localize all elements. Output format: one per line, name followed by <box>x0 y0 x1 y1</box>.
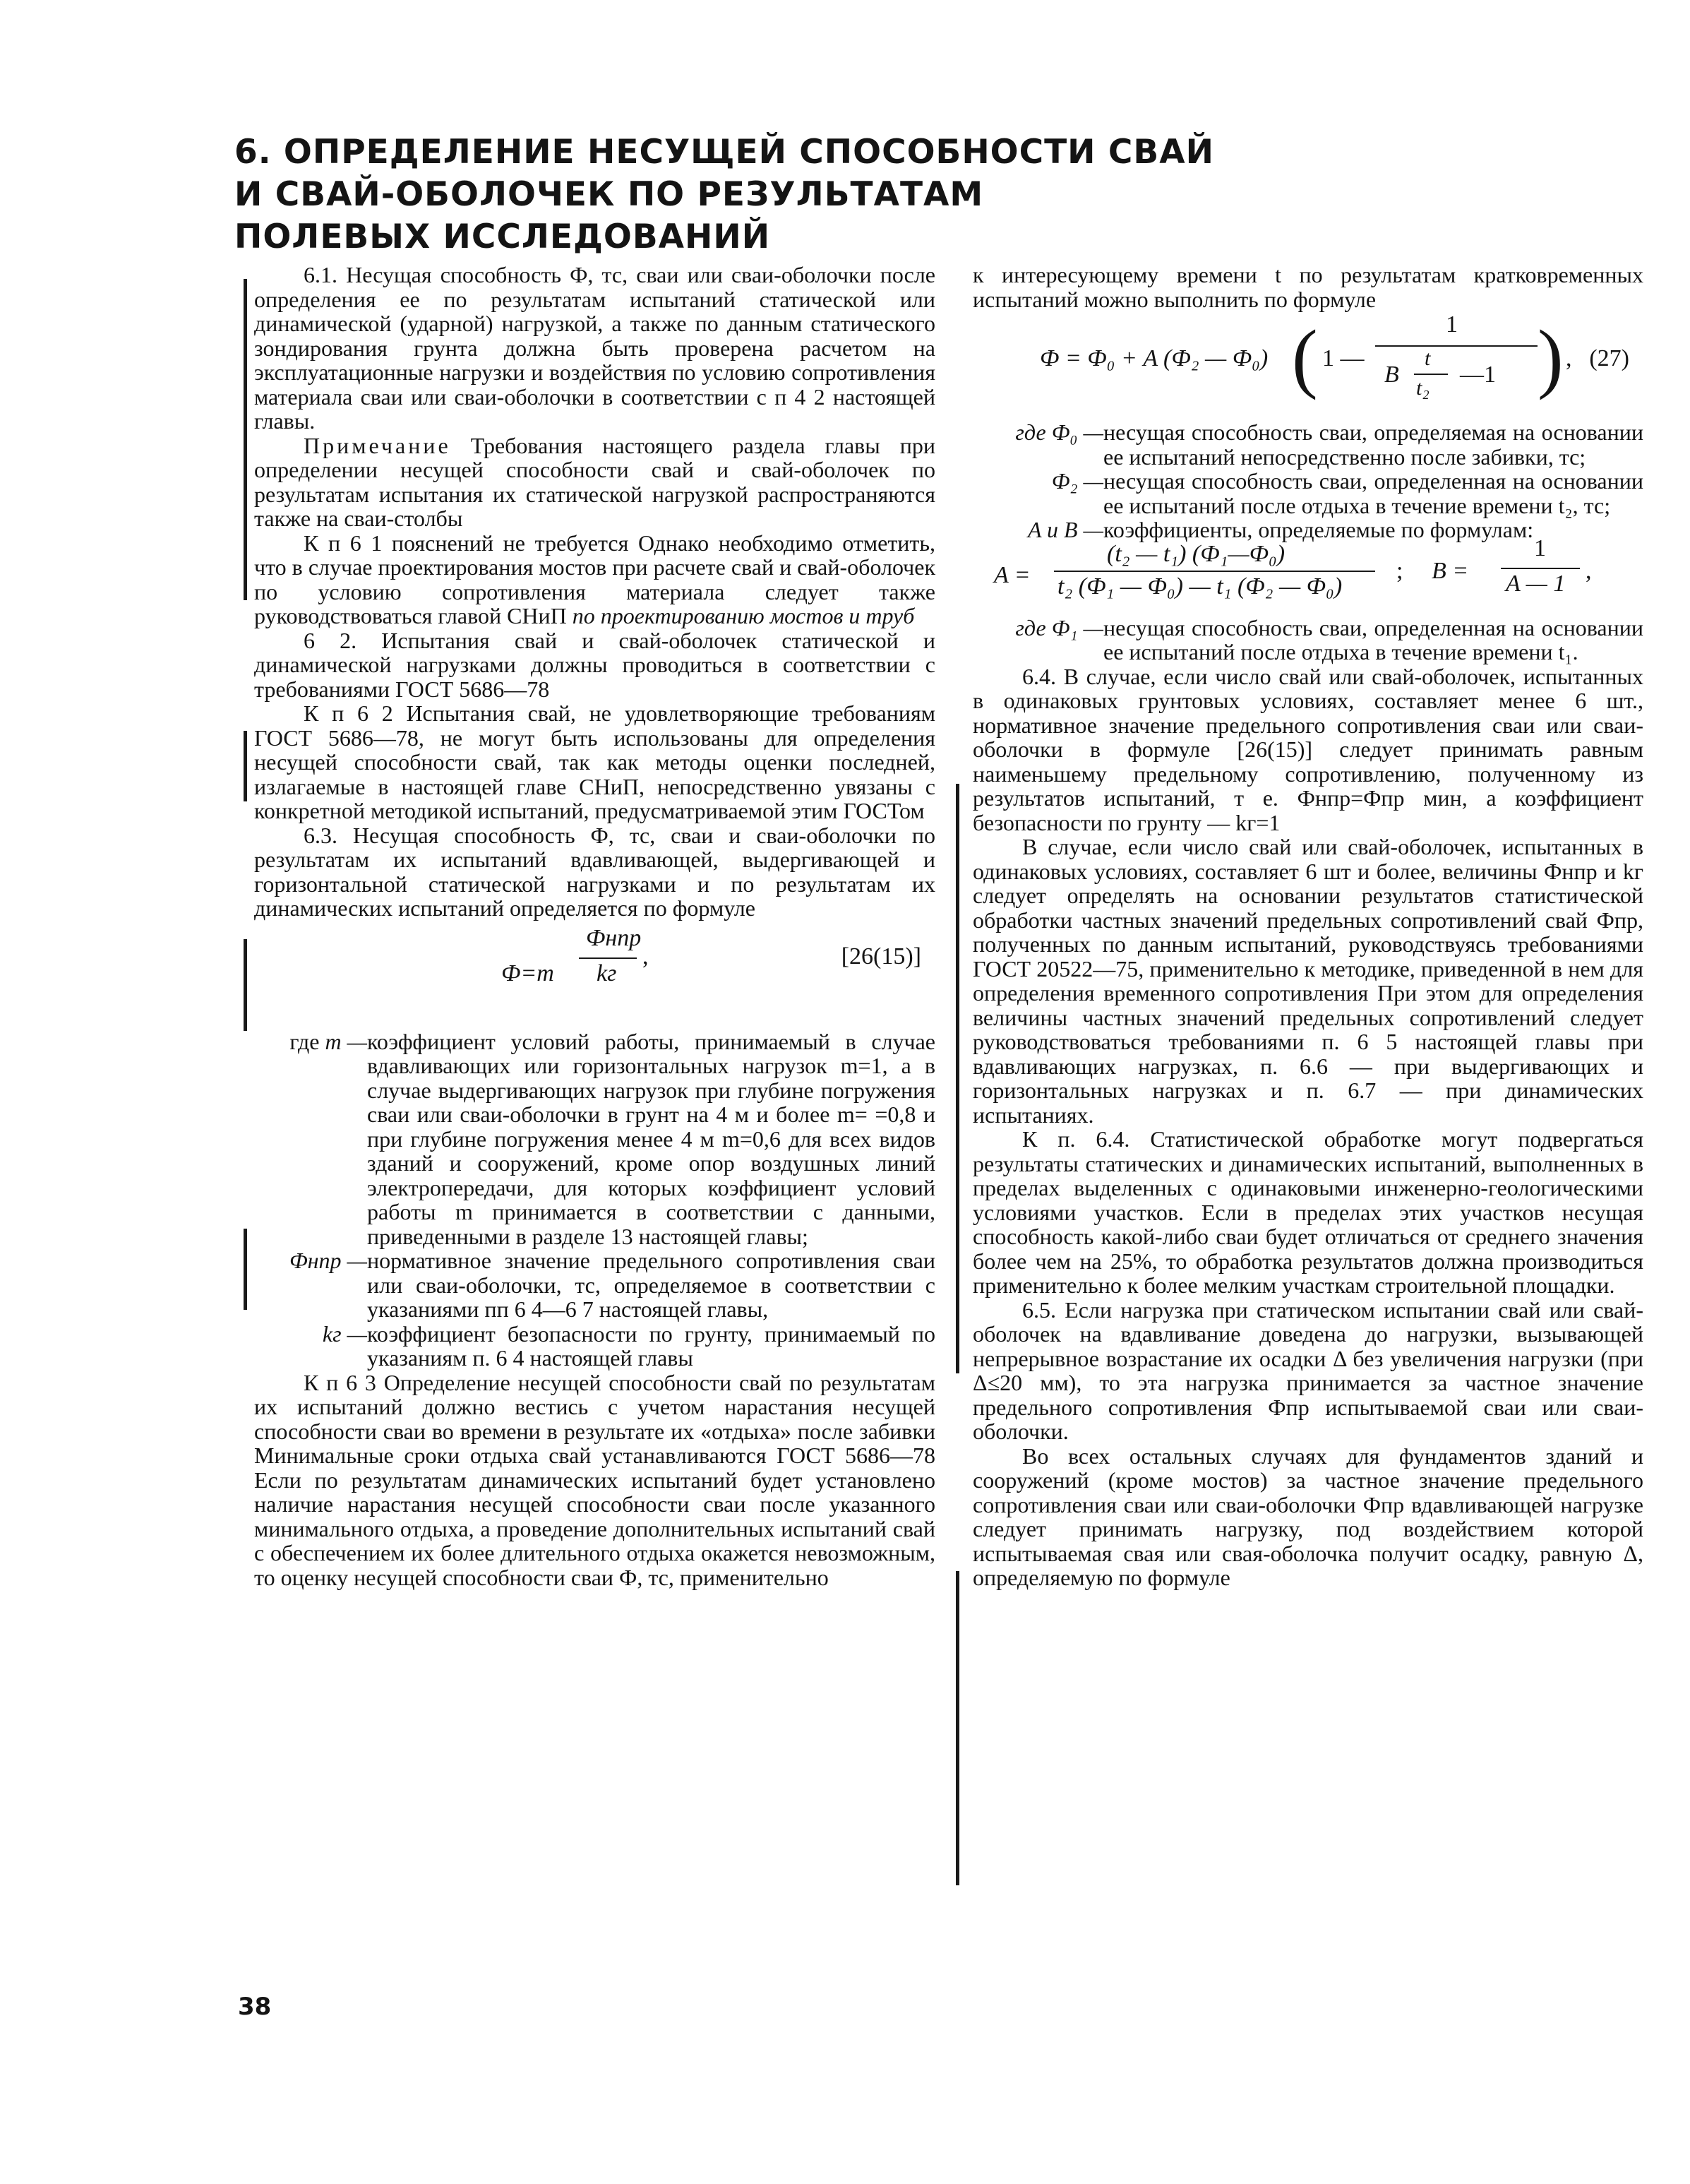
definition-body: нормативное значение предельного сопротивления сваи или сваи-оболочки, тс, определяемое в соответствии с указаниями пп 6 4—6 7 настоящей главы, <box>367 1248 935 1322</box>
definition-body: несущая способность сваи, определяемая на основании ее испытаний непосредственно после забивки, тс; <box>1103 419 1643 470</box>
formula-comma: , <box>1566 345 1572 371</box>
margin-bar <box>244 939 247 1031</box>
where-label: где <box>289 1028 320 1054</box>
paragraph-6-4: 6.4. В случае, если число свай или свай-оболочек, испытанных в одинаковых грунтовых условиях, составляет менее 6 шт., нормативное значение предельного сопротивления сваи или сваи-оболочки в формуле [26(15)] следует принимать равным наименьшему предельному сопротивлению, полученному из результатов испытаний, т е. Фнпр=Фпр мин, а коэффициент безопасности по грунту — kг=1 <box>973 663 1643 835</box>
term-m: m — <box>325 1028 367 1054</box>
fraction-line <box>579 957 637 959</box>
paragraph-6-3: 6.3. Несущая способность Ф, тс, сваи и сваи-оболочки по результатам их испытаний вдавливающей, выдергивающей и горизонтальной статической нагрузками и по результатам их динамических испытаний определяется по формуле <box>254 822 935 921</box>
comment-6-1-text: К п 6 1 пояснений не требуется Однако необходимо отметить, что в случае проектирования мостов при расчете свай и свай-оболочек по условию сопротивления материала следует также руководствоваться главой СНиП <box>254 530 935 628</box>
formula-paren-close: ) <box>1538 314 1564 400</box>
formula-26-15 <box>254 921 935 1027</box>
term-k: kг — <box>322 1320 367 1347</box>
note-text: Требования настоящего раздела главы при определении несущей способности свай и свай-оболочек по результатам испытания их статической нагрузкой распространяются также на сваи-столбы <box>254 432 935 531</box>
formula-comma: , <box>642 943 649 969</box>
formula-one-minus: 1 — <box>1322 345 1365 371</box>
formula-minus-one: —1 <box>1460 362 1496 388</box>
formula-B: B <box>1384 362 1399 388</box>
formula-b-numerator: 1 <box>1534 535 1546 561</box>
definition-k <box>254 1322 935 1371</box>
formula-paren-open: ( <box>1292 314 1318 400</box>
formula-numerator: 1 <box>1446 311 1458 338</box>
comment-6-2: К п 6 2 Испытания свай, не удовлетворяющие требованиям ГОСТ 5686—78, не могут быть использованы для определения несущей способности свай, так как методы оценки последней, излагаемые в настоящей главе СНиП, непосредственно увязаны с конкретной методикой испытаний, предусматриваемой этим ГОСТом <box>254 700 935 823</box>
margin-bar <box>244 731 247 801</box>
comment-6-1 <box>254 531 935 628</box>
formula-comma: , <box>1586 557 1592 584</box>
note-label: Примечание <box>304 432 451 458</box>
comment-6-1-italic: по проектированию мостов и труб <box>572 603 915 628</box>
heading-line-3: ПОЛЕВЫХ ИССЛЕДОВАНИЙ <box>234 217 771 256</box>
paragraph-6-5: 6.5. Если нагрузка при статическом испытании свай или свай-оболочек на вдавливание доведена до нагрузки, вызывающей непрерывное возрастание их осадки Δ без увеличения нагрузки (при Δ≤20 мм), то эта нагрузка принимается за частное значение предельного сопротивления Фпр испытываемой сваи или сваи-оболочки. <box>973 1296 1643 1444</box>
formula-lhs: Ф=m <box>501 960 554 986</box>
fraction-line <box>1054 571 1375 572</box>
formula-a-b <box>973 535 1643 613</box>
definition-f <box>254 1248 935 1322</box>
term-ab: A и B — <box>1028 517 1103 542</box>
margin-bar <box>956 784 959 1373</box>
definitions <box>254 1030 935 1371</box>
fraction-line <box>1375 345 1538 347</box>
paragraph-6-2: 6 2. Испытания свай и свай-оболочек статической и динамической нагрузками должны проводиться в соответствии с требованиями ГОСТ 5686—78 <box>254 627 935 702</box>
definitions <box>973 616 1643 664</box>
term-f2: Ф₂ — <box>1051 468 1103 494</box>
definition-body: несущая способность сваи, определенная на основании ее испытаний после отдыха в течение времени t₂, тс; <box>1103 468 1643 518</box>
formula-separator: ; <box>1396 557 1403 584</box>
fraction-line <box>1414 374 1448 375</box>
formula-a-numerator: (t₂ — t₁) (Ф₁—Ф₀) <box>1107 540 1286 567</box>
margin-bar <box>956 1571 959 1885</box>
definition-body: коэффициент безопасности по грунту, принимаемый по указаниям п. 6 4 настоящей главы <box>367 1320 935 1371</box>
definition-f0 <box>973 420 1643 469</box>
intro-text: к интересующему времени t по результатам кратковременных испытаний можно выполнить по формуле <box>973 262 1643 312</box>
heading-line-1: 6. ОПРЕДЕЛЕНИЕ НЕСУЩЕЙ СПОСОБНОСТИ СВАЙ <box>234 133 1214 172</box>
comment-6-3: К п 6 3 Определение несущей способности свай по результатам их испытаний должно вестись с учетом нарастания несущей способности сваи во времени в результате их «отдыха» после забивки Минимальные сроки отдыха свай устанавливаются ГОСТ 5686—78 Если по результатам динамических испытаний будет установлено наличие нарастания несущей способности сваи после указанного минимального отдыха, а проведение дополнительных испытаний свай с обеспечением их более длительного отдыха окажется невозможным, то оценку несущей способности сваи Ф, тс, применительно <box>254 1369 935 1590</box>
formula-b-denominator: A — 1 <box>1506 570 1566 597</box>
section-heading <box>234 131 1214 258</box>
definition-term <box>254 1030 367 1249</box>
note <box>254 434 935 531</box>
formula-number: (27) <box>1589 345 1629 371</box>
definition-body: несущая способность сваи, определенная на основании ее испытаний после отдыха в течение времени t₁. <box>1103 614 1643 664</box>
formula-a-lhs: A = <box>994 561 1031 588</box>
definition-m <box>254 1030 935 1249</box>
definition-f2 <box>973 469 1643 518</box>
definition-f1 <box>973 616 1643 664</box>
paragraph-6-4-continued: В случае, если число свай или свай-оболочек, испытанных в одинаковых условиях, составляет 6 шт и более, величины Фнпр и kг следует определять на основании результатов статистической обработки частных значений предельных сопротивлений свай Фпр, полученных по данным испытаний, руководствуясь требованиями ГОСТ 20522—75, применительно к методике, приведенной в нем для определения временного сопротивления При этом для определения величины частных значений предельных сопротивлений следует руководствоваться требованиями п. 6 5 настоящей главы при вдавливающих нагрузках, п. 6.6 — при выдергивающих и горизонтальных нагрузках и п. 6.7 — при динамических испытаниях. <box>973 834 1643 1128</box>
formula-t2: t₂ <box>1416 376 1430 400</box>
paragraph-6-5-continued: Во всех остальных случаях для фундаментов зданий и сооружений (кроме мостов) за частное значение предельного сопротивления сваи или сваи-оболочки Фпр вдавливающей нагрузке следует принимать нагрузку, под воздействием которой испытываемая свая или свая-оболочка получит осадку, равную Δ, определяемую по формуле <box>973 1443 1643 1590</box>
formula-a-denominator: t₂ (Ф₁ — Ф₀) — t₁ (Ф₂ — Ф₀) <box>1057 573 1343 599</box>
fraction-line <box>1501 568 1580 569</box>
left-column <box>254 263 935 1589</box>
formula-27 <box>973 311 1643 417</box>
margin-bar <box>244 1229 247 1310</box>
term-f0: где Ф₀ — <box>1015 419 1103 445</box>
formula-lhs: Ф = Ф₀ + A (Ф₂ — Ф₀) <box>1040 345 1269 371</box>
term-f1: где Ф₁ — <box>1015 614 1103 640</box>
definitions <box>973 420 1643 542</box>
margin-bar <box>244 279 247 600</box>
comment-6-4: К п. 6.4. Статистической обработке могут подвергаться результаты статических и динамических испытаний, выполненных в пределах выделенных с одинаковыми инженерно-геологическими условиями участков. Если в пределах этих участков несущая способность какой-либо сваи будет отличаться от среднего значения более чем на 25%, то обработка результатов должна производиться применительно к более мелким участкам строительной площадки. <box>973 1126 1643 1298</box>
right-column <box>973 263 1643 1590</box>
definition-body: коэффициенты, определяемые по формулам: <box>1103 517 1534 542</box>
formula-t: t <box>1425 347 1431 370</box>
paragraph-6-1: 6.1. Несущая способность Ф, тс, сваи или сваи-оболочки после определения ее по результатам испытаний статической или динамической (ударной) нагрузкой, а также по данным статического зондирования грунта должна быть проверена расчетом на эксплуатационные нагрузки и воздействия по условию сопротивления материала сваи или сваи-оболочки в соответствии с п 4 2 настоящей главы. <box>254 262 935 434</box>
definition-body: коэффициент условий работы, принимаемый в случае вдавливающих или горизонтальных нагрузок m=1, а в случае выдергивающих нагрузок при глубине погружения сваи или сваи-оболочки в грунт на 4 м и более m= =0,8 и при глубине погружения менее 4 м m=0,6 для всех видов зданий и сооружений, кроме опор воздушных линий электропередачи, для которых коэффициент условий работы m принимается в соответствии с данными, приведенными в разделе 13 настоящей главы; <box>367 1028 935 1249</box>
formula-numerator: Фнпр <box>586 924 642 951</box>
formula-number: [26(15)] <box>841 943 921 969</box>
page-number: 38 <box>238 1993 272 2021</box>
term-f: Фнпр — <box>289 1248 367 1273</box>
formula-denominator: kг <box>597 960 617 986</box>
formula-b-lhs: B = <box>1432 557 1469 584</box>
heading-line-2: И СВАЙ-ОБОЛОЧЕК ПО РЕЗУЛЬТАТАМ <box>234 175 984 214</box>
